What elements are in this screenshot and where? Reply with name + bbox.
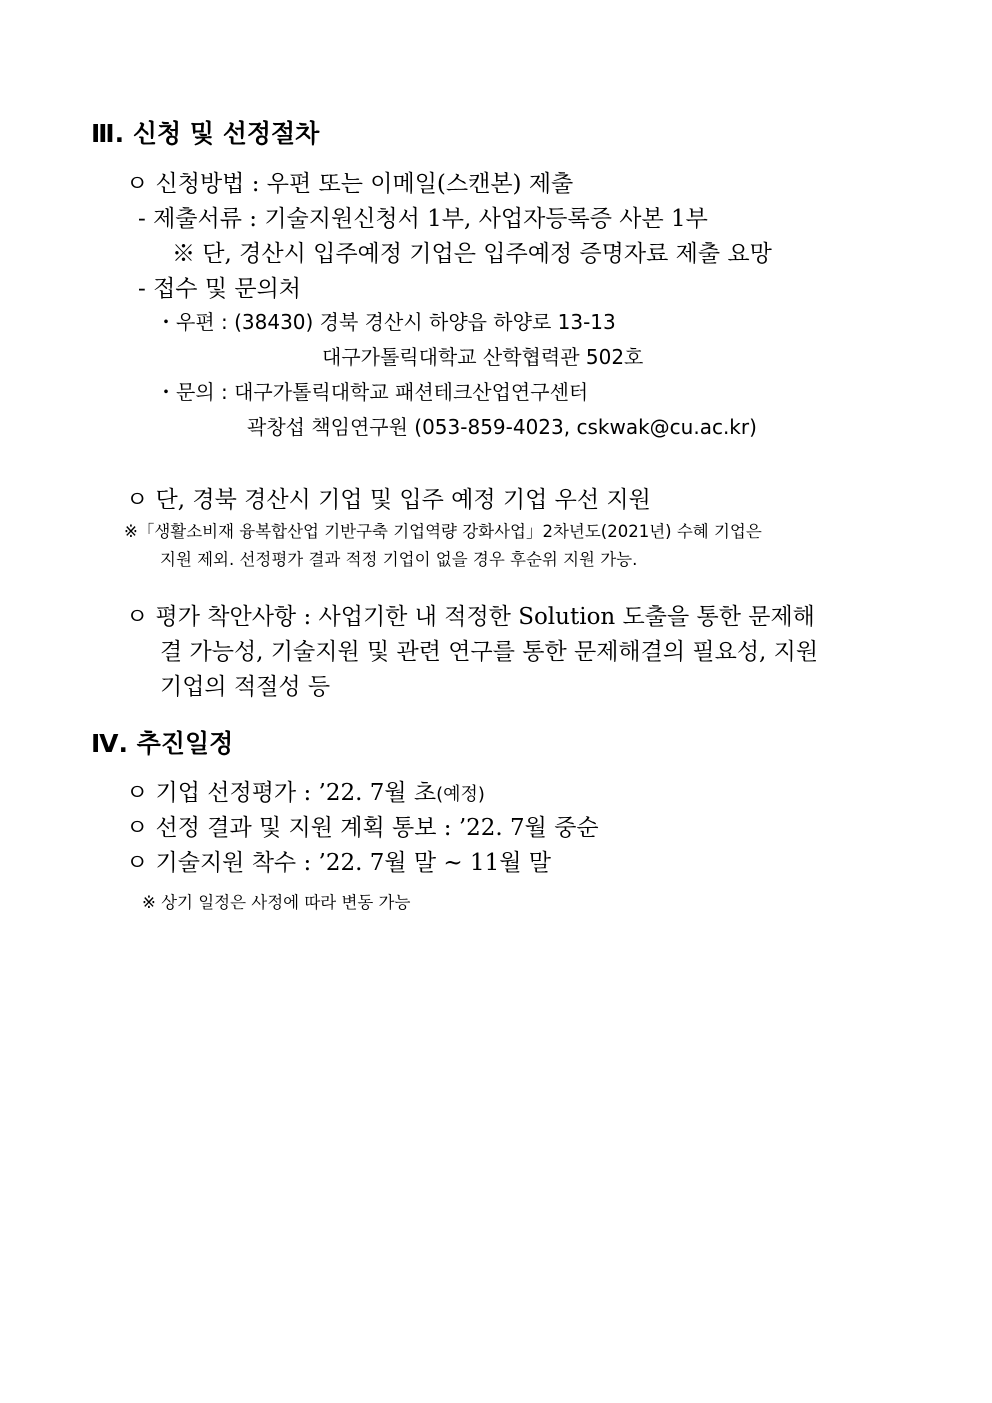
schedule-support-start: ㅇ 기술지원 착수 : ’22. 7월 말 ~ 11월 말: [126, 850, 552, 876]
section-4-title: Ⅳ. 추진일정: [91, 729, 234, 758]
schedule-selection: [126, 774, 485, 807]
contact-heading: - 접수 및 문의처: [138, 276, 302, 302]
postal-address: ・우편 : (38430) 경북 경산시 하양읍 하양로 13-13: [156, 310, 616, 334]
schedule-selection-main: ㅇ 기업 선정평가 : ’22. 7월 초: [126, 780, 437, 806]
section-3-title: Ⅲ. 신청 및 선정절차: [91, 119, 320, 148]
submission-note: ※ 단, 경산시 입주예정 기업은 입주예정 증명자료 제출 요망: [172, 241, 772, 267]
exclusion-note-line2: 지원 제외. 선정평가 결과 적정 기업이 없을 경우 후순위 지원 가능.: [160, 550, 638, 569]
submission-documents: - 제출서류 : 기술지원신청서 1부, 사업자등록증 사본 1부: [138, 206, 708, 232]
schedule-notification: ㅇ 선정 결과 및 지원 계획 통보 : ’22. 7월 중순: [126, 815, 599, 841]
evaluation-criteria-line1: ㅇ 평가 착안사항 : 사업기한 내 적정한 Solution 도출을 통한 문제해: [126, 604, 815, 630]
schedule-selection-tail: (예정): [436, 784, 485, 805]
exclusion-note-line1: ※「생활소비재 융복합산업 기반구축 기업역량 강화사업」2차년도(2021년) 수혜 기업은: [124, 522, 762, 541]
schedule-note: ※ 상기 일정은 사정에 따라 변동 가능: [142, 893, 411, 912]
inquiry-contact-line2: 곽창섭 책임연구원 (053-859-4023, cskwak@cu.ac.kr): [247, 415, 757, 439]
priority-support: ㅇ 단, 경북 경산시 기업 및 입주 예정 기업 우선 지원: [126, 487, 651, 513]
evaluation-criteria-line2: 결 가능성, 기술지원 및 관련 연구를 통한 문제해결의 필요성, 지원: [160, 639, 819, 665]
evaluation-criteria-line3: 기업의 적절성 등: [160, 674, 331, 700]
inquiry-contact: ・문의 : 대구가톨릭대학교 패션테크산업연구센터: [156, 380, 589, 404]
postal-address-line2: 대구가톨릭대학교 산학협력관 502호: [322, 345, 644, 369]
application-method: ㅇ 신청방법 : 우편 또는 이메일(스캔본) 제출: [126, 171, 574, 197]
